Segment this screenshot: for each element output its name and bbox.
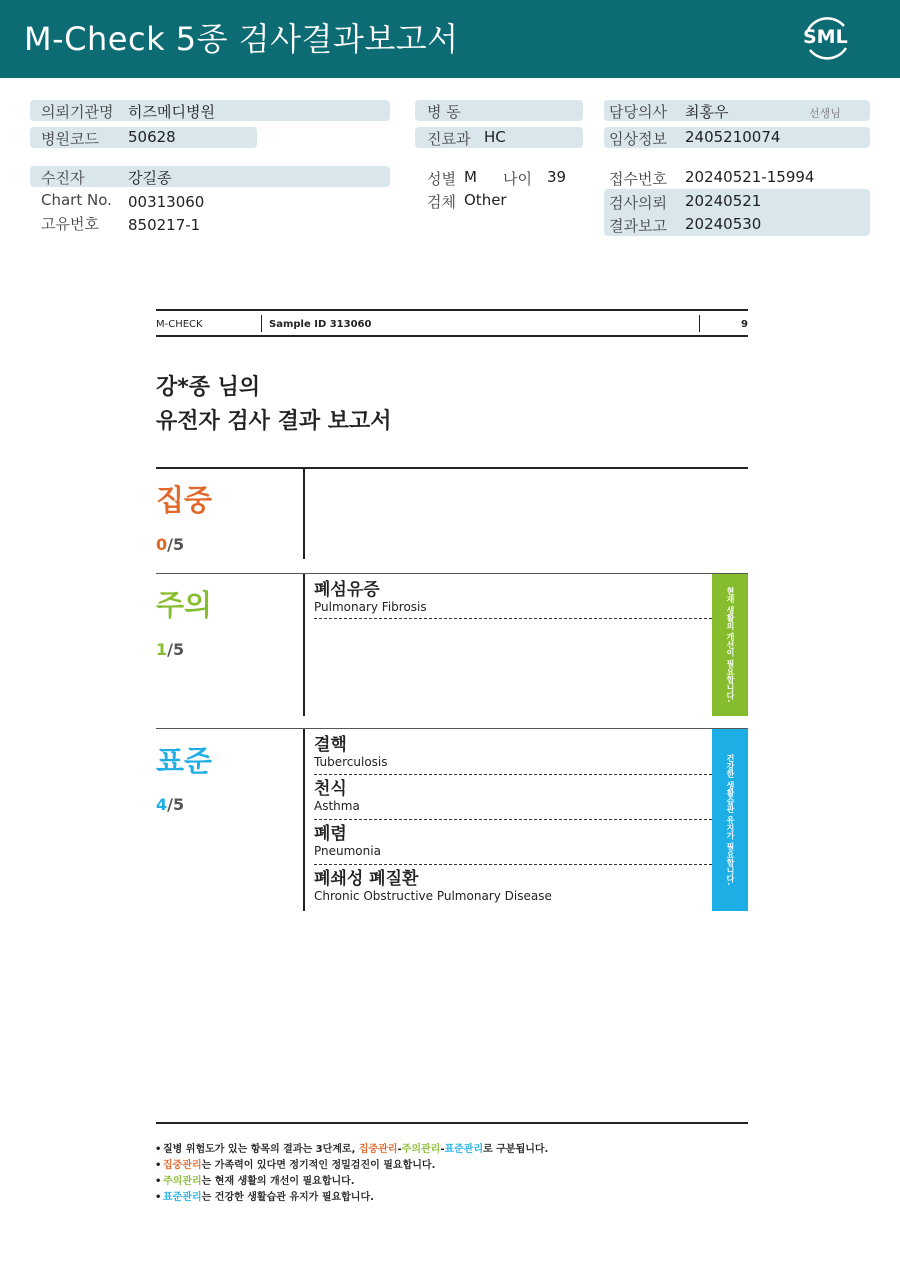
- footer-rule: [156, 1122, 748, 1124]
- request-label: 검사의뢰: [609, 194, 667, 212]
- bullet: •: [155, 1192, 162, 1203]
- caution-side-text: 현재 생활의 개선이 필요합니다.: [726, 587, 735, 703]
- disease-name-en: Asthma: [314, 799, 360, 813]
- note-dash: -: [440, 1144, 445, 1155]
- standard-side-tab: [712, 729, 748, 911]
- standard-count-value: 4: [156, 795, 168, 814]
- note-standard-term: 표준관리: [163, 1192, 202, 1203]
- specimen-value: Other: [464, 191, 507, 209]
- unique-label: 고유번호: [41, 215, 99, 233]
- specimen-label: 검체: [427, 193, 456, 211]
- note-4: [155, 1188, 374, 1203]
- standard-divider: [303, 729, 305, 911]
- focus-count-value: 0: [156, 535, 168, 554]
- standard-section-title: 표준: [156, 744, 213, 778]
- item-separator: [314, 774, 712, 775]
- caution-count-total: /5: [167, 640, 185, 659]
- page-number: 9: [741, 319, 748, 330]
- caution-item: [314, 580, 712, 615]
- note-caution-term: 주의관리: [163, 1176, 202, 1187]
- bullet: •: [155, 1144, 162, 1155]
- report-brand: M-CHECK: [156, 319, 203, 330]
- disease-name-kr: 폐렴: [314, 824, 347, 844]
- focus-count-total: /5: [167, 535, 185, 554]
- caution-count-value: 1: [156, 640, 168, 659]
- sample-id: Sample ID 313060: [269, 319, 372, 330]
- standard-item: [314, 824, 712, 859]
- caution-side-tab: [712, 574, 748, 716]
- note-focus-term: 집중관리: [163, 1160, 202, 1171]
- caution-count: [156, 640, 184, 659]
- institution-label: 의뢰기관명: [41, 103, 114, 121]
- standard-count-total: /5: [167, 795, 185, 814]
- report-date-value: 20240530: [685, 215, 762, 233]
- item-separator: [314, 819, 712, 820]
- request-value: 20240521: [685, 192, 762, 210]
- note-2: [155, 1156, 435, 1171]
- sml-logo: [800, 12, 852, 64]
- institution-value: 히즈메디병원: [128, 103, 215, 121]
- disease-name-kr: 결핵: [314, 735, 347, 755]
- report-heading-title: 유전자 검사 결과 보고서: [156, 409, 392, 434]
- standard-item: [314, 869, 712, 904]
- chart-value: 00313060: [128, 193, 205, 211]
- hospital-code-value: 50628: [128, 128, 176, 146]
- item-separator: [314, 864, 712, 865]
- doctor-suffix: 선생님: [809, 107, 841, 120]
- report-title: M-Check 5종 검사결과보고서: [24, 20, 459, 58]
- header-divider: [261, 315, 262, 332]
- disease-name-en: Chronic Obstructive Pulmonary Disease: [314, 889, 552, 903]
- unique-value: 850217-1: [128, 216, 201, 234]
- doctor-label: 담당의사: [609, 103, 667, 121]
- standard-count: [156, 795, 184, 814]
- patient-label: 수진자: [41, 169, 85, 187]
- note-3: [155, 1172, 355, 1187]
- sex-value: M: [464, 168, 477, 186]
- caution-divider: [303, 574, 305, 716]
- standard-item: [314, 735, 712, 770]
- focus-section-rule: [156, 467, 748, 469]
- disease-name-kr: 천식: [314, 779, 347, 799]
- disease-name-kr: 폐섬유증: [314, 580, 380, 600]
- hospital-code-label: 병원코드: [41, 130, 99, 148]
- sex-label: 성별: [427, 170, 456, 188]
- report-top-rule: [156, 309, 748, 311]
- report-date-label: 결과보고: [609, 217, 667, 235]
- disease-name-en: Tuberculosis: [314, 755, 388, 769]
- note-1: [155, 1140, 548, 1155]
- department-value: HC: [484, 128, 506, 146]
- note-caution-term: 주의관리: [401, 1144, 441, 1155]
- department-label: 진료과: [427, 130, 471, 148]
- clinical-value: 2405210074: [685, 128, 781, 146]
- clinical-label: 임상정보: [609, 130, 667, 148]
- focus-section-title: 집중: [156, 483, 213, 517]
- note-focus-term: 집중관리: [358, 1144, 398, 1155]
- standard-side-text: 건강한 생활습관 유지가 필요합니다.: [726, 754, 735, 886]
- note-text: 질병 위험도가 있는 항목의 결과는 3단계로,: [163, 1144, 359, 1155]
- note-dash: -: [397, 1144, 402, 1155]
- note-text: 는 건강한 생활습관 유지가 필요합니다.: [201, 1192, 374, 1203]
- report-heading-name: 강*종 님의: [156, 375, 261, 400]
- header-bar: [0, 0, 900, 78]
- logo-text: SML: [803, 26, 848, 48]
- note-text: 는 가족력이 있다면 정기적인 정밀검진이 필요합니다.: [201, 1160, 436, 1171]
- bullet: •: [155, 1160, 162, 1171]
- patient-value: 강길종: [128, 169, 172, 187]
- bullet: •: [155, 1176, 162, 1187]
- standard-section-rule: [156, 728, 748, 729]
- disease-name-kr: 폐쇄성 폐질환: [314, 869, 419, 889]
- standard-item: [314, 779, 712, 814]
- note-text: 로 구분됩니다.: [483, 1144, 549, 1155]
- note-standard-term: 표준관리: [444, 1144, 484, 1155]
- caution-section-rule: [156, 573, 748, 574]
- report-header-rule: [156, 335, 748, 337]
- focus-count: [156, 535, 184, 554]
- ward-label: 병 동: [427, 103, 461, 121]
- receipt-label: 접수번호: [609, 170, 667, 188]
- age-value: 39: [547, 168, 567, 186]
- receipt-value: 20240521-15994: [685, 168, 815, 186]
- doctor-value: 최홍우: [685, 103, 729, 121]
- disease-name-en: Pulmonary Fibrosis: [314, 600, 427, 614]
- header-divider: [699, 315, 700, 332]
- age-label: 나이: [503, 170, 532, 188]
- disease-name-en: Pneumonia: [314, 844, 381, 858]
- focus-divider: [303, 469, 305, 559]
- item-separator: [314, 618, 712, 619]
- chart-label: Chart No.: [41, 191, 112, 209]
- note-text: 는 현재 생활의 개선이 필요합니다.: [201, 1176, 355, 1187]
- caution-section-title: 주의: [156, 588, 213, 622]
